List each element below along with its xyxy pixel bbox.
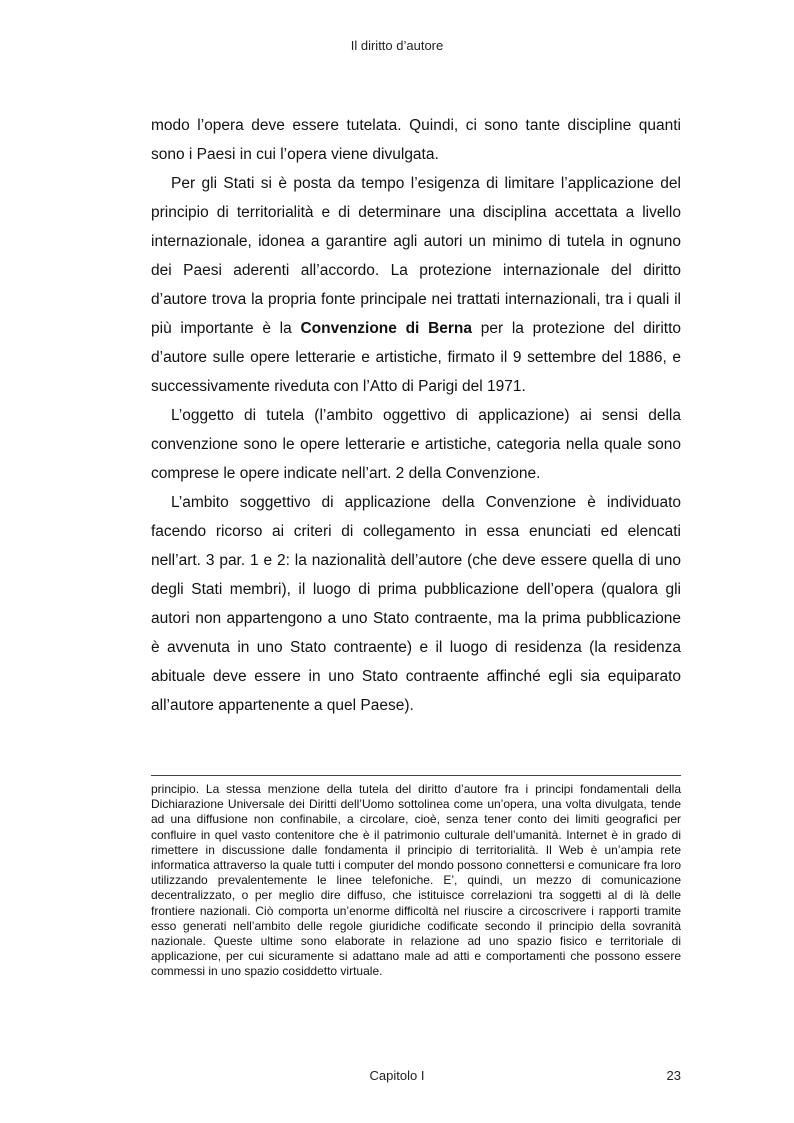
paragraph-2-text-before: Per gli Stati si è posta da tempo l’esigenza di limitare l’applicazione del principio di territorialità e di determinare una disciplina accettata a livello internazionale, idonea a garantire agli autori un minimo di tutela in ognuno dei Paesi aderenti all’accordo. La protezione internazionale del diritto d’autore trova la propria fonte principale nei trattati internazionali, tra i quali il più importante è la [151, 175, 681, 337]
footnote-text: principio. La stessa menzione della tutela del diritto d’autore fra i principi fondamentali della Dichiarazione Universale dei Diritti dell’Uomo sottolinea come un’opera, una volta divulgata, tende ad una diffusione non confinabile, a circolare, cioè, senza tener conto dei limiti geografici per confluire in quel vasto contenitore che è il patrimonio culturale dell’umanità. Internet è in grado di rimettere in discussione dalle fondamenta il principio di territorialità. Il Web è un’ampia rete informatica attraverso la quale tutti i computer del mondo possono connettersi e comunicare fra loro utilizzando prevalentemente le linee telefoniche. E’, quindi, un mezzo di comunicazione decentralizzato, o per meglio dire diffuso, che istituisce correlazioni tra soggetti al di là delle frontiere nazionali. Ciò comporta un’enorme difficoltà nel riuscire a circoscrivere i rapporti tramite esso generati nell’ambito delle regole giuridiche codificate secondo il principio della sovranità nazionale. Queste ultime sono elaborate in relazione ad uno spazio fisico e territoriale di applicazione, per cui sicuramente si adattano male ad atti e comportamenti che possono essere commessi in uno spazio cosiddetto virtuale. [151, 782, 681, 979]
body-text [151, 111, 681, 720]
paragraph-4: L’ambito soggettivo di applicazione della Convenzione è individuato facendo ricorso ai criteri di collegamento in essa enunciati ed elencati nell’art. 3 par. 1 e 2: la nazionalità dell’autore (che deve essere quella di uno degli Stati membri), il luogo di prima pubblicazione dell’opera (qualora gli autori non appartengono a uno Stato contraente, ma la prima pubblicazione è avvenuta in uno Stato contraente) e il luogo di residenza (la residenza abituale deve essere in uno Stato contraente affinché egli sia equiparato all’autore appartenente a quel Paese). [151, 494, 681, 714]
convention-name: Convenzione di Berna [300, 320, 473, 337]
paragraph-2-text-after: per la protezione del diritto d’autore sulle opere letterarie e artistiche, firmato il 9 settembre del 1886, e successivamente riveduta con l’Atto di Parigi del 1971. [151, 320, 681, 395]
page-number: 23 [666, 1068, 681, 1083]
paragraph-1: modo l’opera deve essere tutelata. Quindi, ci sono tante discipline quanti sono i Paesi in cui l’opera viene divulgata. [151, 117, 681, 163]
paragraph-2 [151, 169, 681, 401]
footnote-divider [151, 775, 681, 776]
footer-chapter: Capitolo I [369, 1068, 425, 1083]
running-header: Il diritto d’autore [350, 38, 444, 53]
footnote [151, 782, 681, 980]
paragraph-3: L’oggetto di tutela (l’ambito oggettivo di applicazione) ai sensi della convenzione sono le opere letterarie e artistiche, categoria nella quale sono comprese le opere indicate nell’art. 2 della Convenzione. [151, 407, 681, 482]
